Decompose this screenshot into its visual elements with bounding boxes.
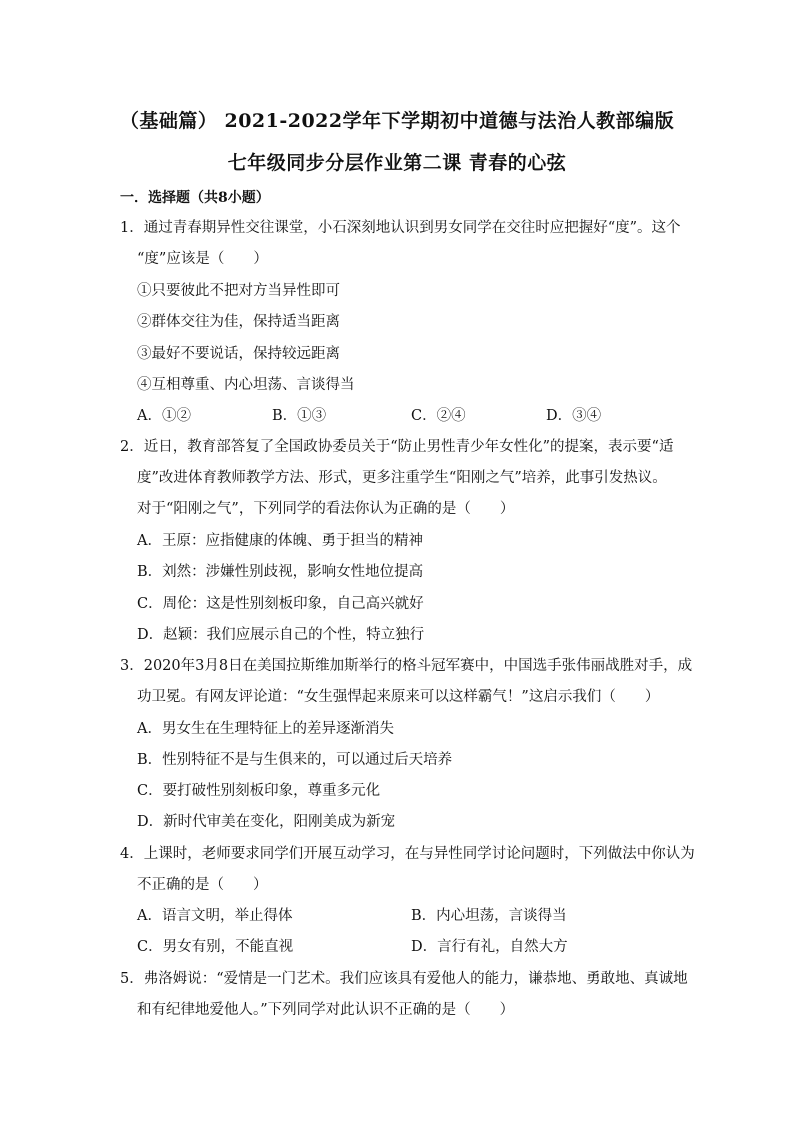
question-stem-line: 和有纪律地爱他人。”下列同学对此认识不正确的是（ ） [137,1002,515,1018]
option-b[interactable]: B．性别特征不是与生俱来的，可以通过后天培养 [137,752,453,768]
question-stem-line: 3．2020年3月8日在美国拉斯维加斯举行的格斗冠军赛中，中国选手张伟丽战胜对手，成 [120,658,693,674]
option-d[interactable]: D．言行有礼，自然大方 [411,939,568,955]
question-stem-line: 对于“阳刚之气”，下列同学的看法你认为正确的是（ ） [137,501,515,517]
option-b[interactable]: B．内心坦荡，言谈得当 [411,908,567,924]
question-stem-line: 5．弗洛姆说：“爱情是一门艺术。我们应该具有爱他人的能力，谦恭地、勇敢地、真诚地 [120,971,688,987]
question-stem-line: 1．通过青春期异性交往课堂，小石深刻地认识到男女同学在交往时应把握好“度”。这个 [120,220,681,236]
document-title-line1: （基础篇） 2021-2022学年下学期初中道德与法治人教部编版 [119,110,675,132]
statement: ②群体交往为佳，保持适当距离 [137,314,340,330]
option-a[interactable]: A．语言文明，举止得体 [137,908,293,924]
question-stem-line: 2．近日，教育部答复了全国政协委员关于“防止男性青少年女性化”的提案，表示要“适 [120,439,674,455]
option-d[interactable]: D．赵颖：我们应展示自己的个性，特立独行 [137,627,425,643]
option-c[interactable]: C．男女有别，不能直视 [137,939,294,955]
option-c[interactable]: C．周伦：这是性别刻板印象，自己高兴就好 [137,596,424,612]
option-b[interactable]: B．刘然：涉嫌性别歧视，影响女性地位提高 [137,564,424,580]
statement: ①只要彼此不把对方当异性即可 [137,283,340,299]
question-stem-line: 不正确的是（ ） [137,877,268,893]
option-c[interactable]: C．要打破性别刻板印象，尊重多元化 [137,783,381,799]
section-heading: 一．选择题（共8小题） [120,190,270,206]
option-c[interactable]: C．②④ [411,408,466,424]
option-b[interactable]: B．①③ [272,408,327,424]
option-a[interactable]: A．男女生在生理特征上的差异逐渐消失 [137,721,394,737]
option-d[interactable]: D．新时代审美在变化，阳刚美成为新宠 [137,814,396,830]
statement: ④互相尊重、内心坦荡、言谈得当 [137,377,355,393]
option-d[interactable]: D．③④ [546,408,602,424]
option-a[interactable]: A．①② [137,408,191,424]
question-stem-line: 功卫冕。有网友评论道：“女生强悍起来原来可以这样霸气！”这启示我们（ ） [137,689,660,705]
question-stem-line: 4．上课时，老师要求同学们开展互动学习，在与异性同学讨论问题时，下列做法中你认为 [120,846,695,862]
question-stem-line: 度”改进体育教师教学方法、形式，更多注重学生“阳刚之气”培养，此事引发热议。 [137,470,667,486]
document-title-line2: 七年级同步分层作业第二课 青春的心弦 [227,152,567,174]
statement: ③最好不要说话，保持较远距离 [137,346,340,362]
question-stem-line: “度”应该是（ ） [137,251,268,267]
option-a[interactable]: A．王原：应指健康的体魄、勇于担当的精神 [137,533,423,549]
